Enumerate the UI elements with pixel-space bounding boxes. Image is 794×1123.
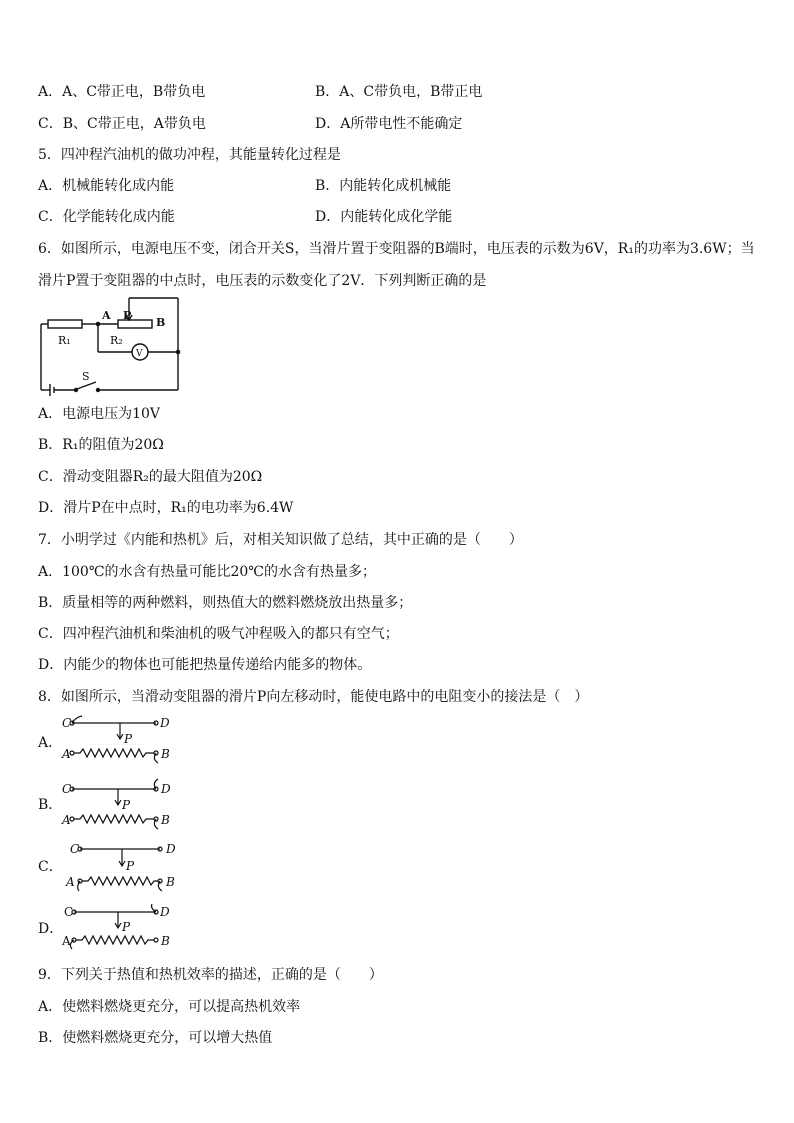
q8-option-c-label: C． [38, 859, 63, 875]
q4-option-a: A．A、C带正电，B带负电 [38, 84, 206, 100]
q9-option-b: B．使燃料燃烧更充分，可以增大热值 [38, 1030, 273, 1046]
q7-option-d: D．内能少的物体也可能把热量传递给内能多的物体。 [38, 657, 372, 673]
q8-d-terminal-b: B [161, 934, 170, 948]
q8-stem: 8．如图所示，当滑动变阻器的滑片P向左移动时，能使电路中的电阻变小的接法是（ ） [38, 689, 589, 705]
q8-b-terminal-a: A [62, 813, 71, 827]
q9-stem: 9．下列关于热值和热机效率的描述，正确的是（ ） [38, 967, 383, 983]
q8-c-terminal-a: A [66, 875, 75, 889]
q8-a-slider-p: P [124, 732, 133, 746]
q6-option-c: C．滑动变阻器R₂的最大阻值为20Ω [38, 469, 263, 485]
q6-label-r2: R₂ [110, 334, 123, 347]
q8-c-terminal-d: D [166, 842, 176, 856]
q5-option-d: D．内能转化成化学能 [315, 209, 453, 225]
q4-option-c: C．B、C带正电，A带负电 [38, 116, 206, 132]
q8-option-a-rheostat [60, 712, 180, 768]
q8-d-slider-p: P [122, 920, 131, 934]
q9-option-a: A．使燃料燃烧更充分，可以提高热机效率 [38, 999, 301, 1015]
q6-label-b: B [156, 316, 166, 329]
q6-label-s: S [82, 370, 90, 383]
q8-d-terminal-a: A [62, 934, 71, 948]
q6-r1-resistor [48, 320, 82, 328]
q8-c-terminal-b: B [166, 875, 175, 889]
q8-d-terminal-c: C [64, 905, 74, 919]
q6-option-d: D．滑片P在中点时，R₁的电功率为6.4W [38, 500, 294, 516]
q5-stem: 5．四冲程汽油机的做功冲程，其能量转化过程是 [38, 147, 341, 163]
q6-label-a: A [102, 309, 111, 322]
q6-stem-line2: 滑片P置于变阻器的中点时，电压表的示数变化了2V．下列判断正确的是 [38, 273, 487, 289]
q6-label-r1: R₁ [58, 334, 71, 347]
q7-option-b: B．质量相等的两种燃料，则热值大的燃料燃烧放出热量多； [38, 595, 413, 611]
q7-stem: 7．小明学过《内能和热机》后，对相关知识做了总结，其中正确的是（ ） [38, 532, 523, 548]
q8-option-d-label: D． [38, 921, 64, 937]
q5-option-c: C．化学能转化成内能 [38, 209, 175, 225]
q8-b-terminal-b: B [161, 813, 170, 827]
q8-c-terminal-c: C [70, 842, 80, 856]
q8-option-d-rheostat [60, 900, 180, 956]
q6-circuit-diagram [36, 294, 186, 396]
q6-option-b: B．R₁的阻值为20Ω [38, 437, 164, 453]
q8-b-terminal-d: D [161, 782, 171, 796]
q7-option-a: A．100℃的水含有热量可能比20℃的水含有热量多； [38, 564, 376, 580]
q8-a-terminal-d: D [160, 716, 170, 730]
q8-a-terminal-c: C [62, 716, 72, 730]
q6-option-a: A．电源电压为10V [38, 406, 161, 422]
q8-d-terminal-d: D [160, 905, 170, 919]
q6-label-v: V [136, 349, 143, 359]
q6-label-p: P [123, 309, 132, 322]
q6-switch [77, 382, 96, 389]
q8-option-c-rheostat [60, 838, 186, 896]
q6-stem-line1: 6．如图所示，电源电压不变，闭合开关S，当滑片置于变阻器的B端时，电压表的示数为6V，R₁的功率为3.6W；当 [38, 241, 755, 257]
q5-option-b: B．内能转化成机械能 [315, 178, 452, 194]
q7-option-c: C．四冲程汽油机和柴油机的吸气冲程吸入的都只有空气； [38, 626, 399, 642]
q8-option-a-label: A． [38, 735, 63, 751]
q8-c-slider-p: P [126, 859, 135, 873]
q8-a-terminal-b: B [161, 747, 170, 761]
q8-a-terminal-a: A [62, 747, 71, 761]
q4-option-b: B．A、C带负电，B带正电 [315, 84, 483, 100]
q5-option-a: A．机械能转化成内能 [38, 178, 175, 194]
q4-option-d: D．A所带电性不能确定 [315, 116, 463, 132]
q8-b-terminal-c: C [62, 782, 72, 796]
q8-option-b-rheostat [60, 776, 180, 832]
q8-option-b-label: B． [38, 797, 63, 813]
q8-b-slider-p: P [122, 798, 131, 812]
